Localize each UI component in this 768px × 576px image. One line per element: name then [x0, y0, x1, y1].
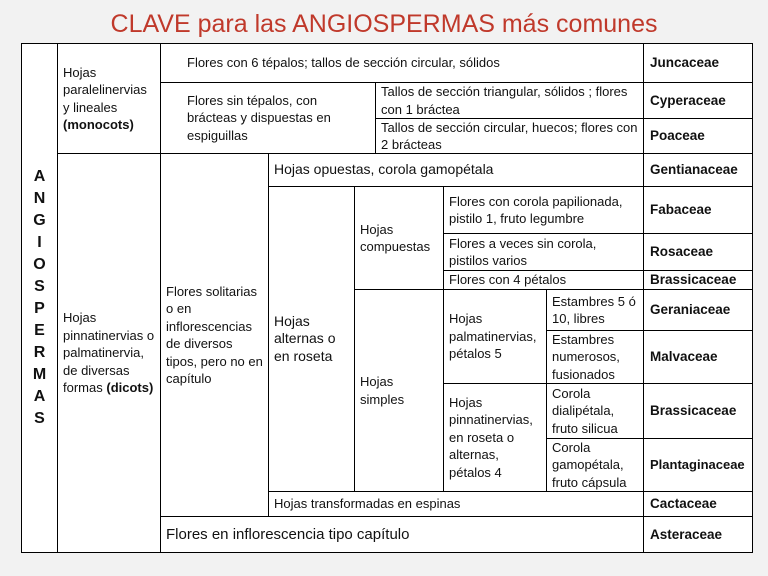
- simple-leaves-criterion: Hojas simples: [354, 289, 444, 492]
- poaceae-criterion: Tallos de sección circular, huecos; flores con 2 brácteas: [375, 118, 644, 154]
- palmatinervias-criterion: Hojas palmatinervias, pétalos 5: [443, 289, 547, 384]
- vertical-letter: G: [33, 212, 46, 229]
- family-plantaginaceae: Plantaginaceae: [643, 438, 753, 492]
- page-title: CLAVE para las ANGIOSPERMAS más comunes: [110, 10, 658, 38]
- family-rosaceae: Rosaceae: [643, 233, 753, 271]
- geraniaceae-criterion: Estambres 5 ó 10, libres: [546, 289, 644, 331]
- malvaceae-criterion: Estambres numerosos, fusionados: [546, 330, 644, 384]
- cyperaceae-criterion: Tallos de sección triangular, sólidos ; flores con 1 bráctea: [375, 82, 644, 119]
- family-cactaceae: Cactaceae: [643, 491, 753, 517]
- gentianaceae-criterion: Hojas opuestas, corola gamopétala: [268, 153, 644, 187]
- monocots-leaf-cell: [57, 43, 161, 154]
- family-fabaceae: Fabaceae: [643, 186, 753, 234]
- family-poaceae: Poaceae: [643, 118, 753, 154]
- vertical-letter: I: [37, 234, 42, 251]
- vertical-letter: M: [32, 366, 47, 383]
- rosaceae-criterion: Flores a veces sin corola, pistilos varios: [443, 233, 644, 271]
- family-malvaceae: Malvaceae: [643, 330, 753, 384]
- dicots-leaf-cell: [57, 153, 161, 553]
- vertical-letter: O: [33, 256, 46, 273]
- family-asteraceae: Asteraceae: [643, 516, 753, 553]
- angiospermas-vertical-label: [21, 43, 58, 553]
- plantaginaceae-criterion: Corola gamopétala, fruto cápsula: [546, 438, 644, 492]
- family-brassicaceae-1: Brassicaceae: [643, 270, 753, 290]
- vertical-letter: E: [34, 322, 45, 339]
- juncaceae-criterion: Flores con 6 tépalos; tallos de sección circular, sólidos: [160, 43, 644, 83]
- pinnatinervias-criterion: Hojas pinnatinervias, en roseta o alternas, pétalos 4: [443, 383, 547, 492]
- solitary-flowers-criterion: Flores solitarias o en inflorescencias de diversos tipos, pero no en capítulo: [160, 153, 269, 517]
- fabaceae-criterion: Flores con corola papilionada, pistilo 1, fruto legumbre: [443, 186, 644, 234]
- brassicaceae-silicua-criterion: Corola dialipétala, fruto silicua: [546, 383, 644, 439]
- no-tepals-criterion: Flores sin tépalos, con brácteas y dispuestas en espiguillas: [160, 82, 376, 154]
- family-geraniaceae: Geraniaceae: [643, 289, 753, 331]
- family-brassicaceae-2: Brassicaceae: [643, 383, 753, 439]
- alternate-leaves-criterion: Hojas alternas o en roseta: [268, 186, 355, 492]
- asteraceae-criterion: Flores en inflorescencia tipo capítulo: [160, 516, 644, 553]
- dicots-group-label: (dicots): [106, 380, 154, 396]
- family-juncaceae: Juncaceae: [643, 43, 753, 83]
- vertical-letter: S: [34, 410, 45, 427]
- family-cyperaceae: Cyperaceae: [643, 82, 753, 119]
- monocots-leaf-text: Hojas paralelinervias y lineales: [63, 64, 147, 115]
- brassicaceae-4-petals-criterion: Flores con 4 pétalos: [443, 270, 644, 290]
- cactaceae-criterion: Hojas transformadas en espinas: [268, 491, 644, 517]
- vertical-letter: N: [33, 190, 46, 207]
- dicots-leaf-text: Hojas pinnatinervias o palmatinervia, de diversas formas: [63, 310, 155, 396]
- vertical-letter: R: [33, 344, 46, 361]
- vertical-letter: P: [34, 300, 45, 317]
- vertical-letter: A: [33, 168, 46, 185]
- compound-leaves-criterion: Hojas compuestas: [354, 186, 444, 290]
- family-gentianaceae: Gentianaceae: [643, 153, 753, 187]
- vertical-letter: A: [33, 388, 46, 405]
- monocots-group-label: (monocots): [63, 117, 134, 132]
- vertical-letter: S: [34, 278, 45, 295]
